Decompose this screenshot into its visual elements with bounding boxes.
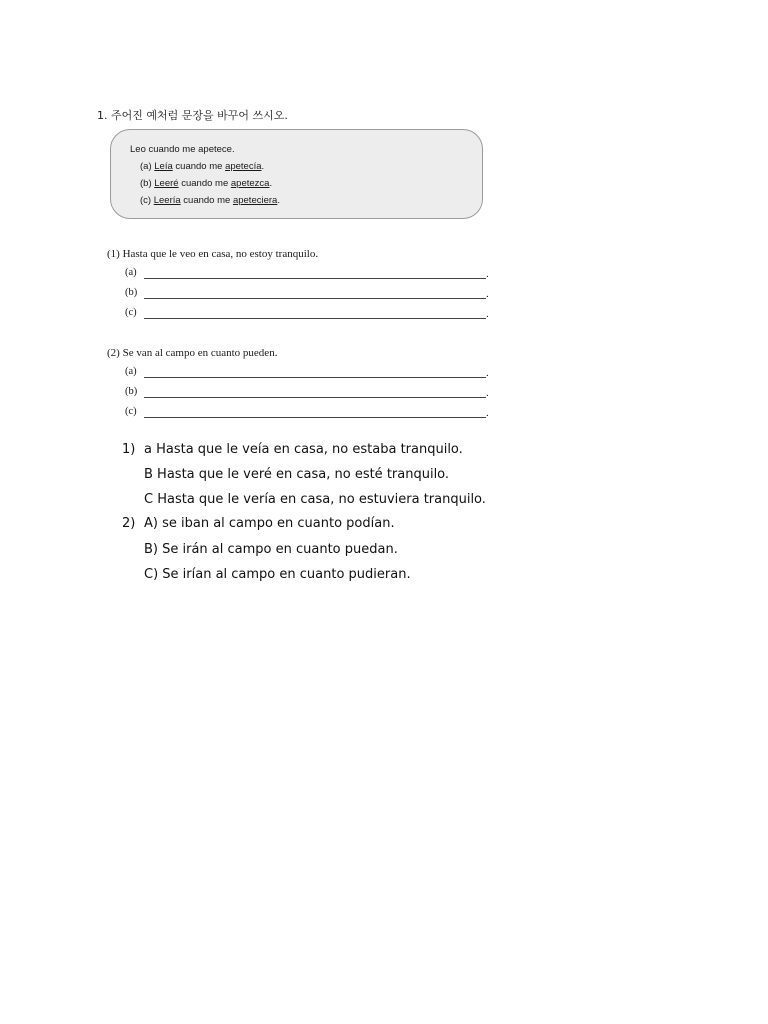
example-item-mid: cuando me xyxy=(175,161,223,172)
blank-end: . xyxy=(486,387,489,399)
example-item-label: (c) xyxy=(140,195,152,206)
example-item-end: . xyxy=(261,161,265,172)
exercise-sentence: Hasta que le veo en casa, no estoy tranquilo. xyxy=(122,248,319,260)
answer-1-number: 1) xyxy=(122,442,136,457)
example-item-c xyxy=(140,195,280,206)
example-item-form: apetezca xyxy=(230,178,270,189)
blank-end: . xyxy=(486,288,489,300)
blank-end: . xyxy=(486,367,489,379)
blank-label: (a) xyxy=(125,366,137,377)
answer-2c: C) Se irían al campo en cuanto pudieran. xyxy=(144,567,411,582)
example-item-verb: Leeré xyxy=(154,178,179,189)
answer-blank-line xyxy=(144,278,486,279)
blank-label: (c) xyxy=(125,307,137,318)
example-item-end: . xyxy=(269,178,273,189)
blank-end: . xyxy=(486,308,489,320)
exercise-sentence: Se van al campo en cuanto pueden. xyxy=(122,347,278,359)
example-item-label: (b) xyxy=(140,178,152,189)
example-item-verb: Leía xyxy=(154,161,173,172)
answer-blank-line xyxy=(144,377,486,378)
blank-label: (b) xyxy=(125,287,138,298)
answer-1c: C Hasta que le vería en casa, no estuviera tranquilo. xyxy=(144,492,486,507)
answer-1b: B Hasta que le veré en casa, no esté tranquilo. xyxy=(144,467,450,482)
answer-blank-line xyxy=(144,397,486,398)
example-item-verb: Leería xyxy=(153,195,181,206)
exercise-number: (2) xyxy=(107,347,120,359)
example-item-form: apetecía xyxy=(225,161,262,172)
example-item-form: apeteciera xyxy=(232,195,278,206)
answer-blank-line xyxy=(144,417,486,418)
exercise-number: (1) xyxy=(107,248,120,260)
blank-label: (a) xyxy=(125,267,137,278)
blank-label: (c) xyxy=(125,406,137,417)
answer-blank-line xyxy=(144,318,486,319)
example-item-end: . xyxy=(277,195,280,206)
exercise-2 xyxy=(107,347,277,359)
answer-2a: A) se iban al campo en cuanto podían. xyxy=(144,516,395,531)
answer-1a: a Hasta que le veía en casa, no estaba tranquilo. xyxy=(144,442,463,457)
blank-label: (b) xyxy=(125,386,138,397)
exercise-1 xyxy=(107,248,318,260)
example-item-a xyxy=(140,161,264,172)
answer-blank-line xyxy=(144,298,486,299)
answer-2b: B) Se irán al campo en cuanto puedan. xyxy=(144,542,398,557)
example-item-label: (a) xyxy=(140,161,152,172)
answer-2-number: 2) xyxy=(122,516,136,531)
blank-end: . xyxy=(486,407,489,419)
example-item-mid: cuando me xyxy=(181,178,229,189)
example-base-sentence: Leo cuando me apetece. xyxy=(130,144,235,155)
example-item-mid: cuando me xyxy=(183,195,231,206)
instruction-heading: 1. 주어진 예처럼 문장을 바꾸어 쓰시오. xyxy=(97,109,288,122)
blank-end: . xyxy=(486,268,489,280)
example-item-b xyxy=(140,178,272,189)
